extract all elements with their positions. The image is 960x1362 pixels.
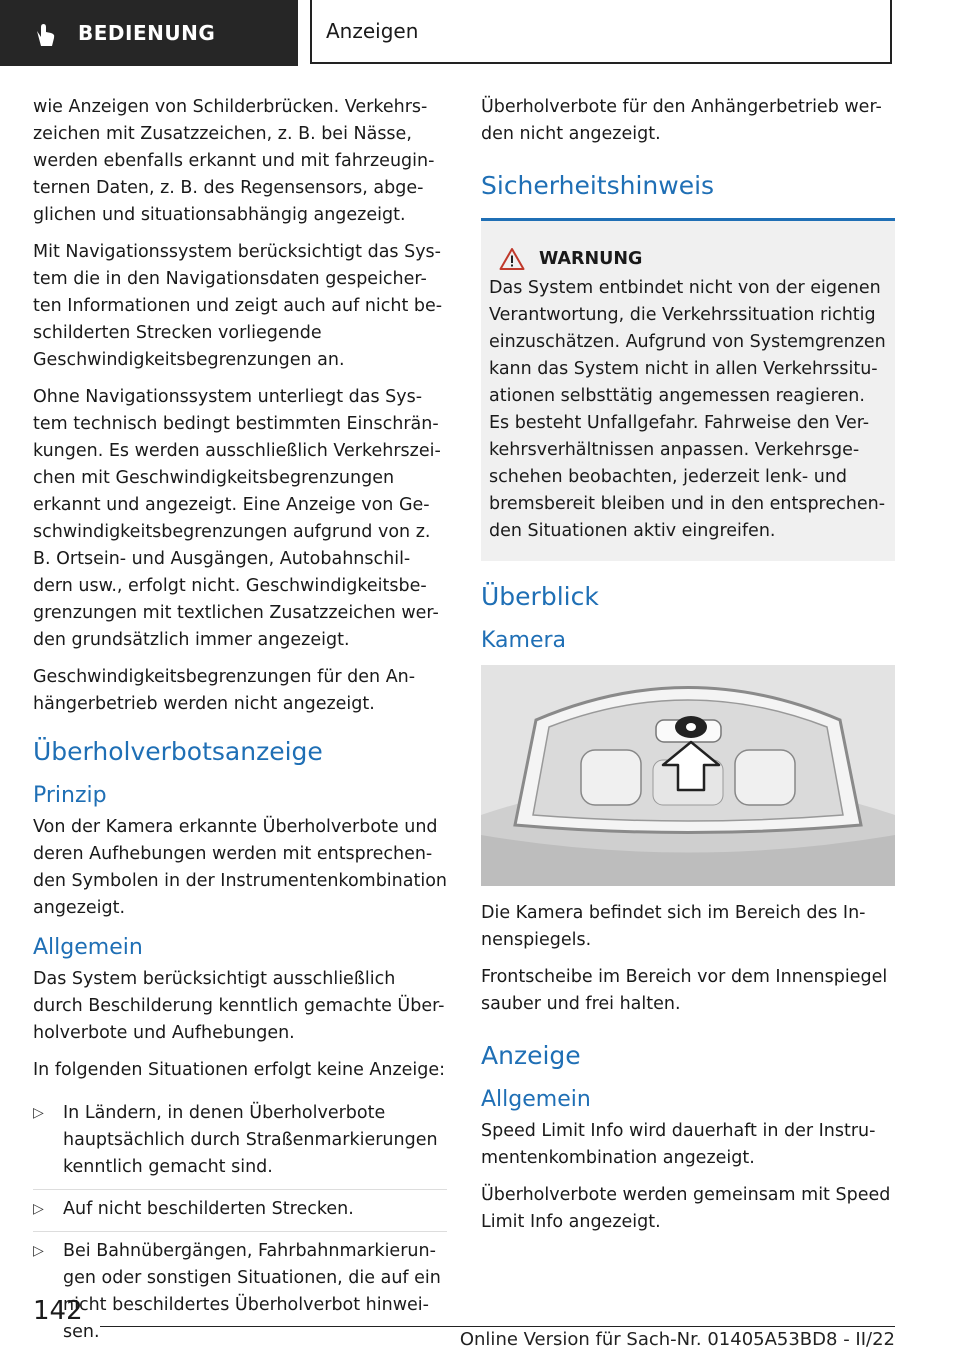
hand-pointer-icon (30, 18, 60, 48)
list-item-text: Bei Bahnübergängen, Fahrbahnmarkierun-gen oder sonstigen Situationen, die auf ein nicht beschildertes Überholverbot hinwei-sen. (63, 1241, 441, 1342)
paragraph-traffic-signs: wie Anzeigen von Schilderbrücken. Verkehrs-zeichen mit Zusatzzeichen, z. B. bei Nässe, werden ebenfalls erkannt und mit fahrzeugin-ternen Daten, z. B. des Regensensors, abge-glichen und situationsabhängig angezeigt. (33, 97, 435, 225)
right-column (481, 94, 895, 1246)
paragraph-trailer-limits: Geschwindigkeitsbegrenzungen für den An-hängerbetrieb werden nicht angezeigt. (33, 667, 416, 714)
list-item-text: In Ländern, in denen Überholverbote hauptsächlich durch Straßenmarkierungen kenntlich gemacht sind. (63, 1103, 438, 1177)
section-label: BEDIENUNG (78, 21, 216, 45)
warning-box (481, 221, 895, 561)
warning-text: Das System entbindet nicht von der eigenen Verantwortung, die Verkehrssituation richtig einzuschätzen. Aufgrund von Systemgrenzen kann das System nicht in allen Verkehrssitu-ationen selbsttätig angemessen reagieren. Es besteht Unfallgefahr. Fahrweise den Ver-kehrsverhältnissen anpassen. Verkehrsge-schehen beobachten, jederzeit lenk- und bremsbereit bleiben und in den entsprechen-den Situationen aktiv eingreifen. (489, 278, 886, 541)
triangle-bullet-icon: ▷ (33, 1243, 44, 1259)
warning-header (489, 247, 887, 271)
paragraph-navigation: Mit Navigationssystem berücksichtigt das Sys-tem die in den Navigationsdaten gespeicher-ten Informationen und zeigt auch auf nicht be-schilderten Strecken vorliegende Geschwindigkeitsbegrenzungen an. (33, 242, 443, 370)
chapter-title: Anzeigen (326, 19, 419, 43)
paragraph-no-navigation: Ohne Navigationssystem unterliegt das Sys-tem technisch bedingt bestimmten Einschrän-kungen. Es werden ausschließlich Verkehrszei-chen mit Geschwindigkeitsbegrenzungen erkannt und angezeigt. Eine Anzeige von Ge-schwindigkeitsbegrenzungen aufgrund von z. B. Ortsein- und Ausgängen, Autobahnschil-dern usw., erfolgt nicht. Geschwindigkeitsbe-grenzungen mit textlichen Zusatzzeichen wer-den grundsätzlich immer angezeigt. (33, 387, 441, 650)
paragraph-overtaking-shown: Überholverbote werden gemeinsam mit Speed Limit Info angezeigt. (481, 1185, 891, 1232)
triangle-bullet-icon: ▷ (33, 1201, 44, 1217)
list-item (33, 1094, 447, 1190)
situations-list (33, 1094, 447, 1354)
online-version-note: Online Version für Sach-Nr. 01405A53BD8 - II/22 (459, 1329, 895, 1350)
warning-title: WARNUNG (539, 249, 643, 269)
section-header (0, 0, 298, 66)
triangle-bullet-icon: ▷ (33, 1105, 44, 1121)
list-item-text: Auf nicht beschilderten Strecken. (63, 1199, 354, 1219)
page-number: 142 (33, 1296, 83, 1326)
paragraph-camera-location: Die Kamera befindet sich im Bereich des In-nenspiegels. (481, 903, 866, 950)
list-item (33, 1232, 447, 1354)
heading-overtaking-display: Überholverbotsanzeige (33, 737, 323, 766)
list-item (33, 1190, 447, 1232)
heading-general: Allgemein (33, 935, 143, 960)
heading-principle: Prinzip (33, 783, 107, 808)
heading-overview: Überblick (481, 582, 599, 611)
paragraph-general: Das System berücksichtigt ausschließlich durch Beschilderung kenntlich gemachte Über-holverbote und Aufhebungen. (33, 969, 445, 1043)
paragraph-speed-limit-info: Speed Limit Info wird dauerhaft in der Instru-mentenkombination angezeigt. (481, 1121, 876, 1168)
heading-camera: Kamera (481, 628, 567, 653)
footer-divider (100, 1326, 895, 1327)
paragraph-situations: In folgenden Situationen erfolgt keine Anzeige: (33, 1060, 446, 1080)
left-column (33, 94, 447, 1354)
chapter-header (310, 0, 892, 64)
paragraph-trailer-overtaking: Überholverbote für den Anhängerbetrieb wer-den nicht angezeigt. (481, 97, 882, 144)
heading-display: Anzeige (481, 1041, 581, 1070)
heading-general-display: Allgemein (481, 1087, 591, 1112)
paragraph-principle: Von der Kamera erkannte Überholverbote und deren Aufhebungen werden mit entsprechen-den Symbolen in der Instrumentenkombination angezeigt. (33, 817, 448, 918)
paragraph-windshield: Frontscheibe im Bereich vor dem Innenspiegel sauber und frei halten. (481, 967, 888, 1014)
heading-safety-note: Sicherheitshinweis (481, 171, 715, 200)
warning-triangle-icon (499, 247, 525, 271)
camera-location-image (481, 665, 895, 886)
